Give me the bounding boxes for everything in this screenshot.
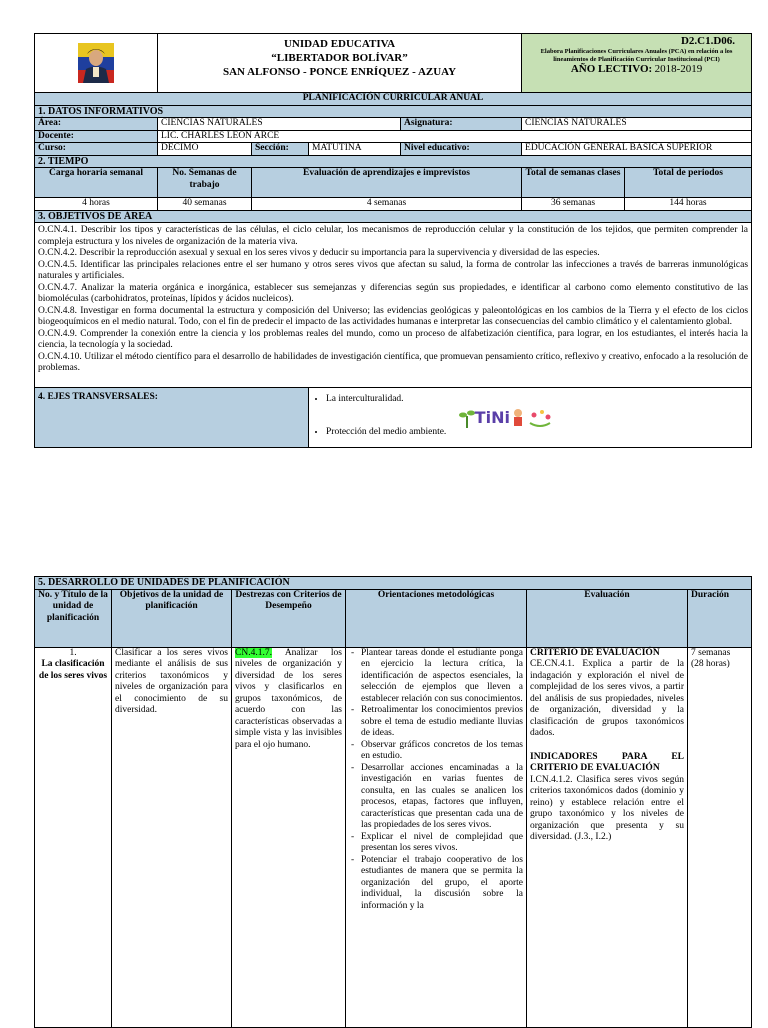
children-figure-icon [510,407,554,429]
year-label: AÑO LECTIVO: [570,62,653,75]
nivel-label: Nivel educativo: [401,143,522,156]
unit-number: 1. [69,647,77,658]
time-value-5: 144 horas [625,198,752,211]
planning-header-table [34,33,752,448]
eje-item: • La interculturalidad. [326,394,748,406]
units-header-3: Destrezas con Criterios de Desempeño [232,589,346,647]
section-2-heading: 2. TIEMPO [35,155,752,168]
curso-value: DECIMO [158,143,252,156]
document-description: Elabora Planificaciones Curriculares Anuales (PCA) en relación a los lineamientos de Planificación Curricular Institucional (PCI) [540,47,733,63]
time-value-3: 4 semanas [252,198,522,211]
ejes-cell [309,387,752,447]
plant-icon [459,408,475,428]
units-header-2: Objetivos de la unidad de planificación [112,589,232,647]
time-header-5: Total de periodos [625,168,752,198]
units-header-1: No. y Título de la unidad de planificación [35,589,112,647]
objective-item: O.CN.4.9. Comprender la conexión entre la ciencia y los problemas reales del mundo, como un proceso de alfabetización científica, para lograr, en los estudiantes, el interés hacia la ciencia, la tecnología y la sociedad. [38,328,749,350]
methods-cell [346,647,527,1027]
document-code: D2.C1.D06. [680,35,736,47]
evaluation-cell [527,647,688,1027]
area-value: CIENCIAS NATURALES [158,118,401,131]
page-title: PLANIFICACIÓN CURRICULAR ANUAL [35,93,752,106]
units-header-5: Evaluación [527,589,688,647]
units-header-4: Orientaciones metodológicas [346,589,527,647]
method-item: - Desarrollar acciones encaminadas a la investigación en varias fuentes de consulta, en las cuales se analicen los procesos, etapas, factores que influyen, características que presentan cada una de las propiedades de los seres vivos. [361,763,523,832]
objective-item: O.CN.4.5. Identificar las principales relaciones entre el ser humano y otros seres vivos que afectan su salud, la forma de controlar las infecciones a través de barreras inmunológicas naturales y artificiales. [38,259,749,281]
units-table [34,576,752,1028]
tini-logo-text: TiNi [474,408,510,428]
criteria-heading: CRITERIO DE EVALUACIÓN [530,647,660,658]
method-item: - Potenciar el trabajo cooperativo de los estudiantes de manera que se permita la organización del grupo, el aporte individual, la discusión sobre la información y la [361,855,523,913]
time-value-2: 40 semanas [158,198,252,211]
eje-item: • Protección del medio ambiente. TiNi [326,413,748,439]
objective-item: O.CN.4.2. Describir la reproducción asexual y sexual en los seres vivos y deducir su importancia para la supervivencia y diversidad de las especies. [38,248,600,258]
duration-weeks: 7 semanas [691,647,731,658]
unit-title-cell [35,647,112,1027]
document-code-box [522,34,752,93]
school-header [158,34,522,93]
section-5-heading: 5. DESARROLLO DE UNIDADES DE PLANIFICACIÓN [35,577,752,590]
unit-title: La clasificación de los seres vivos [38,659,108,681]
curso-label: Curso: [35,143,158,156]
method-item: - Plantear tareas donde el estudiante ponga en ejercicio la lectura crítica, la identificación de aspectos esenciales, la selección de ejemplos que lleven a establecer relación con sus conocimientos. [361,648,523,706]
objective-item: O.CN.4.10. Utilizar el método científico para el desarrollo de habilidades de investigación científica, que promuevan pensamiento crítico, reflexivo y creativo, enfocado a la resolución de problemas. [38,351,749,373]
year-value: 2018-2019 [654,62,703,75]
school-line-3: SAN ALFONSO - PONCE ENRÍQUEZ - AZUAY [222,66,457,78]
method-item: - Retroalimentar los conocimientos previos sobre el tema de estudio mediante lluvias de ideas. [361,705,523,740]
skill-cell [232,647,346,1027]
time-value-4: 36 semanas [522,198,625,211]
time-value-1: 4 horas [35,198,158,211]
portrait-icon [78,43,114,83]
tini-logo [459,407,554,429]
asignatura-label: Asignatura: [401,118,522,131]
objective-item: O.CN.4.8. Investigar en forma documental la estructura y composición del Universo; las evidencias geológicas y paleontológicas en los cambios de la Tierra y el efecto de los ciclos biogeoquímicos en el medio natural. Todo, con el fin de predecir el impacto de las actividades humanas e interpretar las consecuencias del cambio climático y el calentamiento global. [38,305,749,327]
units-header-6: Duración [688,589,752,647]
school-logo [35,34,158,93]
section-1-heading: 1. DATOS INFORMATIVOS [35,105,752,118]
time-header-3: Evaluación de aprendizajes e imprevistos [252,168,522,198]
duration-cell [688,647,752,1027]
section-3-heading: 3. OBJETIVOS DE ÁREA [35,210,752,223]
indicators-heading: INDICADORES PARA EL CRITERIO DE EVALUACIÓN [530,751,684,773]
school-line-2: “LIBERTADOR BOLÍVAR” [271,52,408,64]
skill-code: CN.4.1.7. [235,647,272,658]
criteria-text: CE.CN.4.1. Explica a partir de la indagación y exploración el nivel de complejidad de los seres vivos, a partir del análisis de sus propiedades, niveles de organización, diversidad y la clasificación de grupos taxonómicos dados. [530,659,684,738]
section-4-heading: 4. EJES TRANSVERSALES: [35,387,309,447]
docente-value: LIC. CHARLES LEON ARCE [158,130,752,143]
objectives-list [35,223,752,388]
docente-label: Docente: [35,130,158,143]
seccion-label: Sección: [252,143,309,156]
area-label: Área: [35,118,158,131]
nivel-value: EDUCACIÓN GENERAL BASICA SUPERIOR [522,143,752,156]
school-line-1: UNIDAD EDUCATIVA [283,38,396,50]
duration-hours: (28 horas) [691,659,730,669]
asignatura-value: CIENCIAS NATURALES [522,118,752,131]
unit-objective: Clasificar a los seres vivos mediante el análisis de sus criterios taxonómicos y niveles de organización para el conocimiento de su diversidad. [112,647,232,1027]
seccion-value: MATUTINA [309,143,401,156]
method-item: - Explicar el nivel de complejidad que presentan los seres vivos. [361,832,523,855]
objective-item: O.CN.4.7. Analizar la materia orgánica e inorgánica, establecer sus semejanzas y diferencias según sus propiedades, e identificar al carbono como elemento constitutivo de las biomoléculas (carbohidratos, proteínas, lípidos y ácidos nucleicos). [38,282,749,304]
method-item: - Observar gráficos concretos de los temas en estudio. [361,740,523,763]
indicators-text: I.CN.4.1.2. Clasifica seres vivos según criterios taxonómicos dados (dominio y reino) y establece relación entre el grupo taxonómico y los niveles de organización que presenta y su diversidad. (J.3., I.2.) [530,774,684,842]
time-header-1: Carga horaria semanal [35,168,158,198]
skill-text: Analizar los niveles de organización y diversidad de los seres vivos y clasificarlos en grupos taxonómicos, de acuerdo con las características observadas a simple vista y las invisibles para el ojo humano. [235,647,342,750]
objective-item: O.CN.4.1. Describir los tipos y características de las células, el ciclo celular, los mecanismos de reproducción celular y la constitución de los tejidos, que permiten comprender la compleja estructura y los niveles de organización de la materia viva. [38,225,749,247]
time-header-4: Total de semanas clases [522,168,625,198]
time-header-2: No. Semanas de trabajo [158,168,252,198]
